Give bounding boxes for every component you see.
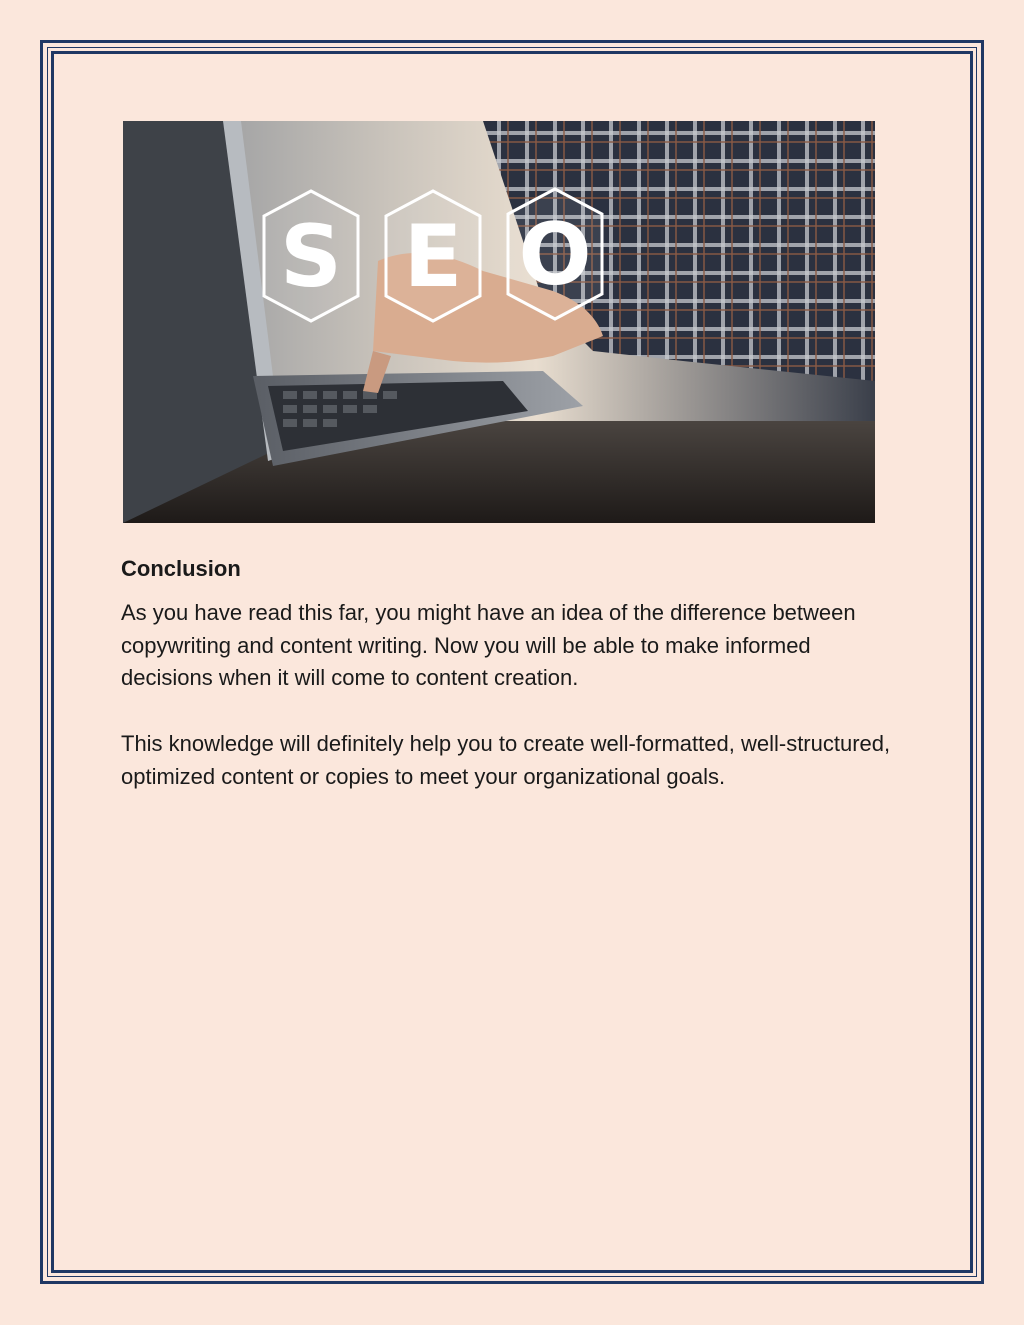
conclusion-paragraph-1: As you have read this far, you might have an idea of the difference between copywriting and content writing. Now you will be able to make informed decisions when it will come to content creation.	[121, 600, 856, 690]
seo-hero-image	[123, 121, 875, 523]
seo-letter-e: E	[403, 207, 463, 307]
seo-letter-s: S	[280, 207, 342, 307]
conclusion-heading: Conclusion	[121, 556, 241, 581]
conclusion-paragraph-2: This knowledge will definitely help you to create well-formatted, well-structured, optimized content or copies to meet your organizational goals.	[121, 731, 891, 789]
seo-letter-o: O	[518, 205, 592, 305]
